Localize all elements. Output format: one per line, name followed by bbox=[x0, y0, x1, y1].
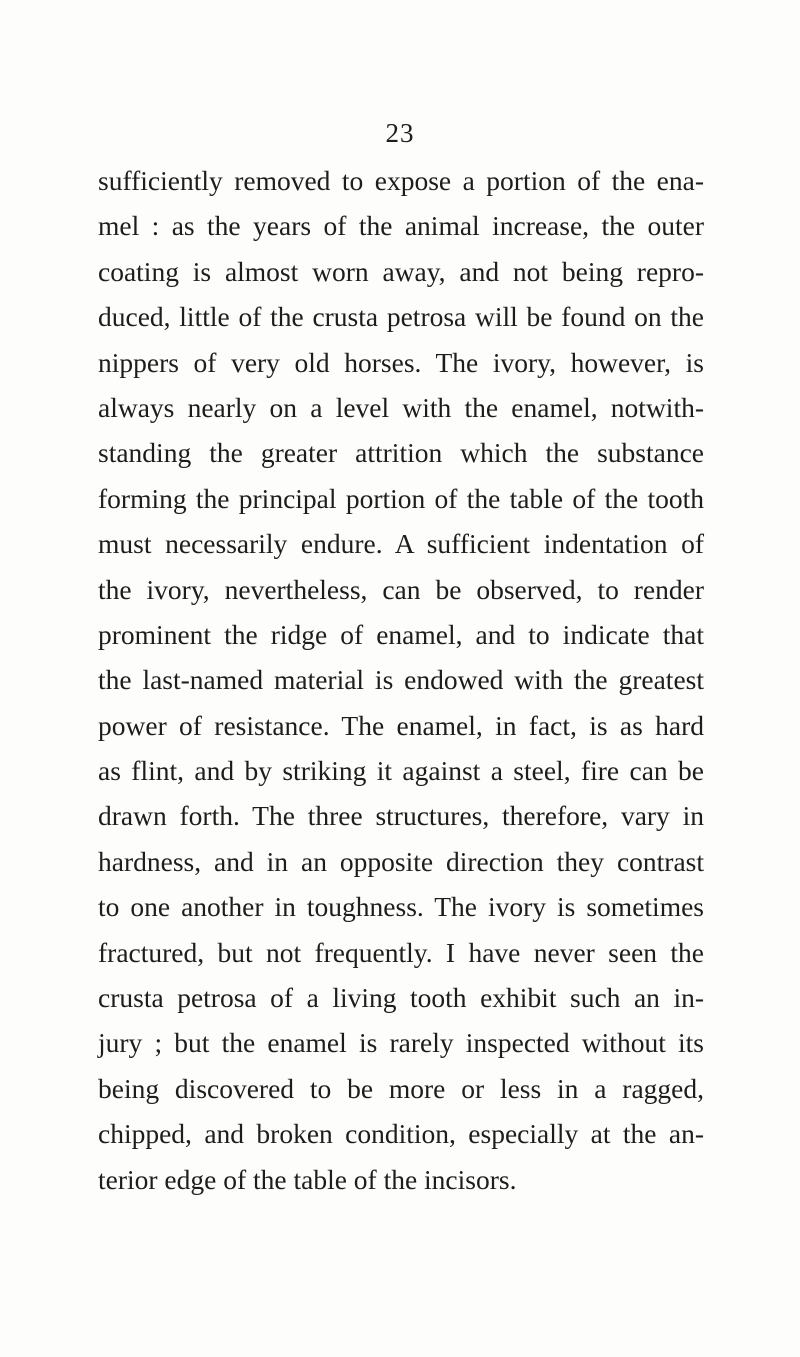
text-line: chipped, and broken condition, especially at the an- bbox=[98, 1118, 704, 1150]
text-line: the ivory, nevertheless, can be observed, to render bbox=[98, 573, 704, 605]
text-line: jury ; but the enamel is rarely inspected without its bbox=[98, 1027, 704, 1059]
text-line: prominent the ridge of enamel, and to indicate that bbox=[98, 618, 704, 650]
text-line: crusta petrosa of a living tooth exhibit such an in- bbox=[98, 982, 704, 1014]
body-text bbox=[98, 158, 704, 1202]
text-line: duced, little of the crusta petrosa will be found on the bbox=[98, 301, 704, 333]
text-line: as flint, and by striking it against a steel, fire can be bbox=[98, 755, 704, 787]
text-line: coating is almost worn away, and not being repro- bbox=[98, 255, 704, 287]
text-line: standing the greater attrition which the substance bbox=[98, 437, 704, 469]
text-line: always nearly on a level with the enamel, notwith- bbox=[98, 391, 704, 423]
text-line: sufficiently removed to expose a portion of the ena- bbox=[98, 165, 704, 196]
page-number: 23 bbox=[385, 118, 415, 148]
text-line: being discovered to be more or less in a ragged, bbox=[98, 1072, 704, 1104]
text-line: fractured, but not frequently. I have never seen the bbox=[98, 936, 704, 968]
text-line: nippers of very old horses. The ivory, however, is bbox=[98, 346, 704, 378]
text-line: terior edge of the table of the incisors. bbox=[98, 1163, 517, 1195]
text-line: must necessarily endure. A sufficient indentation of bbox=[98, 528, 704, 560]
text-line: forming the principal portion of the table of the tooth bbox=[98, 482, 704, 514]
text-line: power of resistance. The enamel, in fact, is as hard bbox=[98, 709, 704, 741]
text-line: hardness, and in an opposite direction they contrast bbox=[98, 845, 704, 877]
text-line: mel : as the years of the animal increase, the outer bbox=[98, 210, 704, 242]
text-line: drawn forth. The three structures, therefore, vary in bbox=[98, 800, 704, 832]
text-line: the last-named material is endowed with the greatest bbox=[98, 664, 704, 696]
text-line: to one another in toughness. The ivory is sometimes bbox=[98, 891, 704, 923]
